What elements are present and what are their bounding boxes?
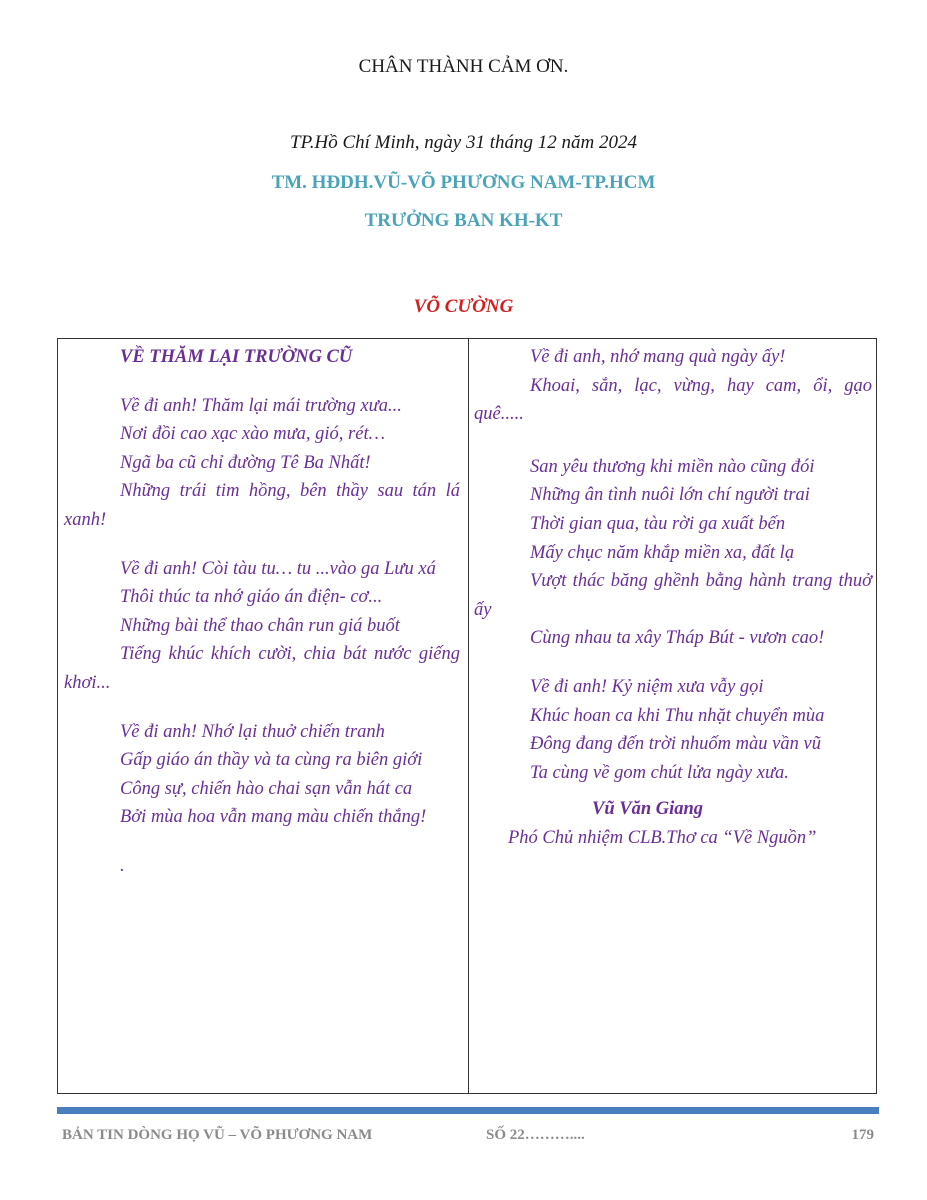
- poem-line: Bởi mùa hoa vẫn mang màu chiến thắng!: [120, 807, 427, 828]
- column-divider: [468, 339, 469, 1093]
- poem-line: Về đi anh! Kỷ niệm xưa vẫy gọi: [530, 676, 764, 697]
- poem-line: Gấp giáo án thầy và ta cùng ra biên giới: [120, 750, 423, 771]
- page-footer: [62, 1127, 874, 1151]
- poem-line: Những bài thể thao chân run giá buốt: [120, 615, 400, 636]
- poem-line: Về đi anh! Thăm lại mái trường xưa...: [120, 395, 402, 416]
- poem-table: [57, 338, 877, 1094]
- poem-line: Tiếng khúc khích cười, chia bát nước giếng khơi...: [64, 644, 460, 693]
- poem-line: Nơi đồi cao xạc xào mưa, gió, rét…: [120, 424, 386, 445]
- poem-line: Khoai, sắn, lạc, vừng, hay cam, ổi, gạo quê.....: [474, 375, 872, 425]
- poem-line: Khúc hoan ca khi Thu nhặt chuyển mùa: [530, 705, 825, 726]
- poem-line: Mấy chục năm khắp miền xa, đất lạ: [530, 542, 795, 563]
- poem-line: San yêu thương khi miền nào cũng đói: [530, 456, 815, 477]
- poem-line: Vượt thác băng ghềnh bằng hành trang thuở ấy: [474, 571, 872, 620]
- poem-line: Về đi anh! Còi tàu tu… tu ...vào ga Lưu xá: [120, 558, 436, 579]
- poem-line: Thôi thúc ta nhớ giáo án điện- cơ...: [120, 587, 383, 608]
- committee-line: TRƯỞNG BAN KH-KT: [364, 210, 563, 231]
- poem-line: Về đi anh! Nhớ lại thuở chiến tranh: [120, 721, 385, 742]
- organization-line: TM. HĐDH.VŨ-VÕ PHƯƠNG NAM-TP.HCM: [271, 172, 656, 193]
- footer-publication: BẢN TIN DÒNG HỌ VŨ – VÕ PHƯƠNG NAM: [62, 1127, 373, 1143]
- footer-rule: [57, 1107, 879, 1114]
- poem-line: Công sự, chiến hào chai sạn vẫn hát ca: [120, 778, 413, 799]
- signer-name: VÕ CƯỜNG: [413, 296, 514, 317]
- place-date-line: TP.Hồ Chí Minh, ngày 31 tháng 12 năm 2024: [290, 132, 637, 153]
- poem-line: Thời gian qua, tàu rời ga xuất bến: [530, 513, 786, 534]
- poem-title: VỀ THĂM LẠI TRƯỜNG CŨ: [120, 347, 353, 367]
- poem-line: Cùng nhau ta xây Tháp Bút - vươn cao!: [530, 628, 825, 649]
- poem-line: Những ân tình nuôi lớn chí người trai: [530, 485, 810, 506]
- footer-page-number: 179: [851, 1127, 874, 1143]
- poem-right-column: [474, 339, 872, 853]
- poem-line: Ta cùng về gom chút lửa ngày xưa.: [530, 762, 789, 783]
- poem-line: Ngã ba cũ chỉ đường Tê Ba Nhất!: [120, 452, 371, 473]
- poem-author: Vũ Văn Giang: [592, 799, 704, 820]
- poem-line: Những trái tim hồng, bên thầy sau tán lá xanh!: [64, 481, 460, 530]
- poem-line: Về đi anh, nhớ mang quà ngày ấy!: [530, 347, 786, 367]
- poem-line: .: [120, 855, 125, 876]
- thanks-line: CHÂN THÀNH CẢM ƠN.: [358, 56, 569, 77]
- poem-line: Đông đang đến trời nhuốm màu vần vũ: [530, 734, 821, 755]
- poem-author-role: Phó Chủ nhiệm CLB.Thơ ca “Về Nguồn”: [508, 827, 817, 848]
- footer-issue: SỐ 22………....: [486, 1127, 585, 1143]
- poem-left-column: [64, 339, 460, 881]
